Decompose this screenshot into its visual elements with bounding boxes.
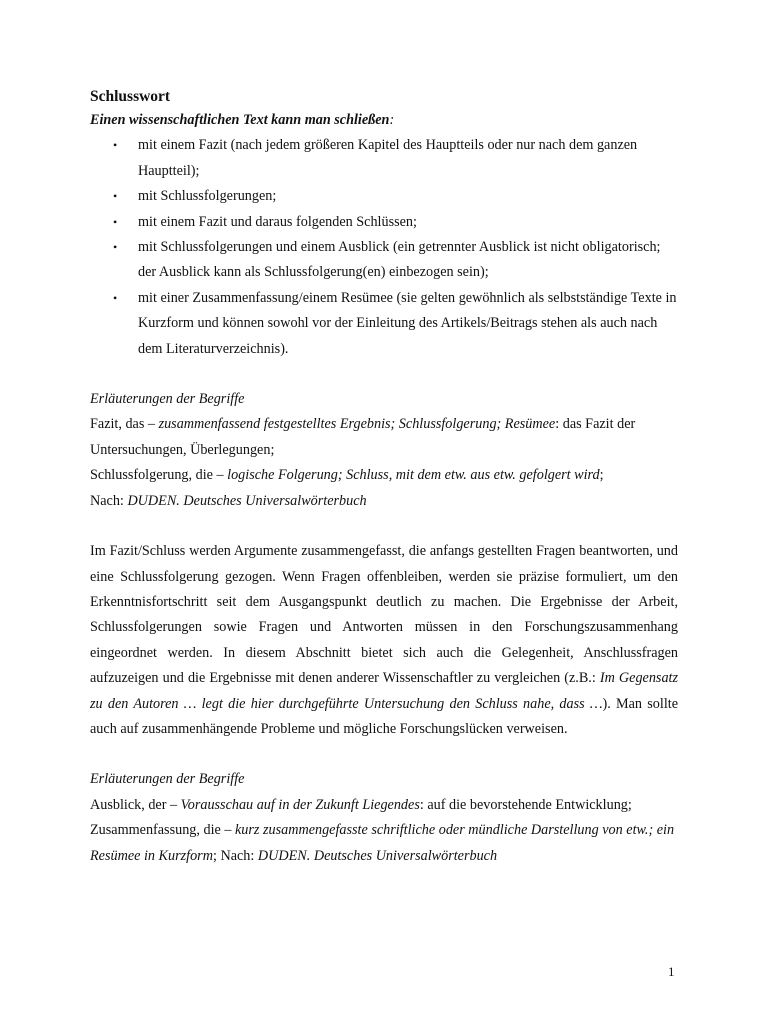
definition-text: zusammenfassend festgestelltes Ergebnis; Schlussfolgerung; Resümee bbox=[158, 416, 556, 433]
list-item bbox=[90, 235, 678, 286]
term-fazit: Fazit, das – bbox=[90, 416, 159, 433]
term-zusammenfassung: Zusammenfassung, die – bbox=[90, 822, 235, 839]
paragraph-text-end: ). Man sollte auch auf zusammenhängende Probleme und mögliche Forschungslücken verweisen. bbox=[90, 695, 678, 737]
definition-rest: : auf die bevorstehende Entwicklung; bbox=[419, 796, 632, 813]
intro-sentence bbox=[90, 108, 678, 133]
definition-schlussfolgerung bbox=[90, 463, 678, 488]
term-schlussfolgerung: Schlussfolgerung, die – bbox=[90, 467, 228, 484]
list-item-text: mit einem Fazit (nach jedem größeren Kapitel des Hauptteils oder nur nach dem ganzen Hauptteil); bbox=[138, 137, 638, 179]
bullet-icon: • bbox=[113, 240, 118, 255]
page-title: Schlusswort bbox=[90, 88, 171, 105]
list-item bbox=[90, 133, 678, 184]
definition-text: kurz zusammengefasste schriftliche oder mündliche Darstellung von etw.; ein Resümee in Kurzform bbox=[90, 822, 675, 864]
source-title: DUDEN. Deutsches Universalwörterbuch bbox=[127, 492, 367, 509]
definition-zusammenfassung bbox=[90, 818, 678, 869]
bullet-list bbox=[90, 133, 678, 362]
bullet-icon: • bbox=[113, 290, 118, 305]
list-item bbox=[90, 184, 678, 209]
list-item bbox=[90, 210, 678, 235]
list-item-text: mit einer Zusammenfassung/einem Resümee (sie gelten gewöhnlich als selbstständige Texte in Kurzform und können sowohl vor der Einleitung des Artikels/Beitrags stehen als auch nach dem Literaturverzeichnis). bbox=[138, 289, 677, 357]
intro-text: Einen wissenschaftlichen Text kann man schließen bbox=[90, 112, 390, 128]
paragraph-example: Im Gegensatz zu den Autoren … legt die hier durchgeführte Untersuchung den Schluss nahe, dass … bbox=[90, 670, 679, 712]
page-content bbox=[90, 86, 678, 869]
definition-fazit bbox=[90, 412, 678, 463]
list-item bbox=[90, 286, 678, 362]
bullet-icon: • bbox=[113, 214, 118, 229]
definitions-heading: Erläuterungen der Begriffe bbox=[90, 391, 245, 408]
definition-ausblick bbox=[90, 793, 678, 818]
definitions-heading: Erläuterungen der Begriffe bbox=[90, 771, 245, 788]
list-item-text: mit Schlussfolgerungen; bbox=[138, 188, 277, 205]
definition-text: Vorausschau auf in der Zukunft Liegendes bbox=[180, 796, 420, 813]
definition-text: logische Folgerung; Schluss, mit dem etw. aus etw. gefolgert wird bbox=[227, 467, 600, 484]
intro-colon: : bbox=[389, 112, 395, 128]
page-number: 1 bbox=[668, 964, 675, 979]
definition-source bbox=[90, 489, 678, 514]
definition-rest: : das Fazit der Untersuchungen, Überlegungen; bbox=[90, 416, 636, 458]
list-item-text: mit einem Fazit und daraus folgenden Schlüssen; bbox=[138, 213, 417, 230]
paragraph-text: Im Fazit/Schluss werden Argumente zusammengefasst, die anfangs gestellten Fragen beantworten, und eine Schlussfolgerung gezogen. Wenn Fragen offenbleiben, werden sie präzise formuliert, um den Erkenntnisfortschritt seit dem Ausgangspunkt deutlich zu machen. Die Ergebnisse der Arbeit, Schlussfolgerungen sowie Fragen und Antworten müssen in den Forschungszusammenhang eingeordnet werden. In diesem Abschnitt bietet sich auch die Gelegenheit, Anschlussfragen aufzuzeigen und die Ergebnisse mit denen anderer Wissenschaftler zu vergleichen (z.B.: bbox=[90, 543, 678, 687]
body-paragraph bbox=[90, 539, 678, 742]
list-item-text: mit Schlussfolgerungen und einem Ausblick (ein getrennter Ausblick ist nicht obligatorisch; der Ausblick kann als Schlussfolgerung(en) einbezogen sein); bbox=[138, 239, 661, 281]
source-prefix: Nach: bbox=[90, 492, 128, 509]
definition-rest: ; bbox=[599, 467, 604, 484]
term-ausblick: Ausblick, der – bbox=[90, 796, 181, 813]
source-title: DUDEN. Deutsches Universalwörterbuch bbox=[257, 847, 498, 864]
definition-rest: ; Nach: bbox=[212, 847, 258, 864]
bullet-icon: • bbox=[113, 189, 118, 204]
bullet-icon: • bbox=[113, 138, 118, 153]
